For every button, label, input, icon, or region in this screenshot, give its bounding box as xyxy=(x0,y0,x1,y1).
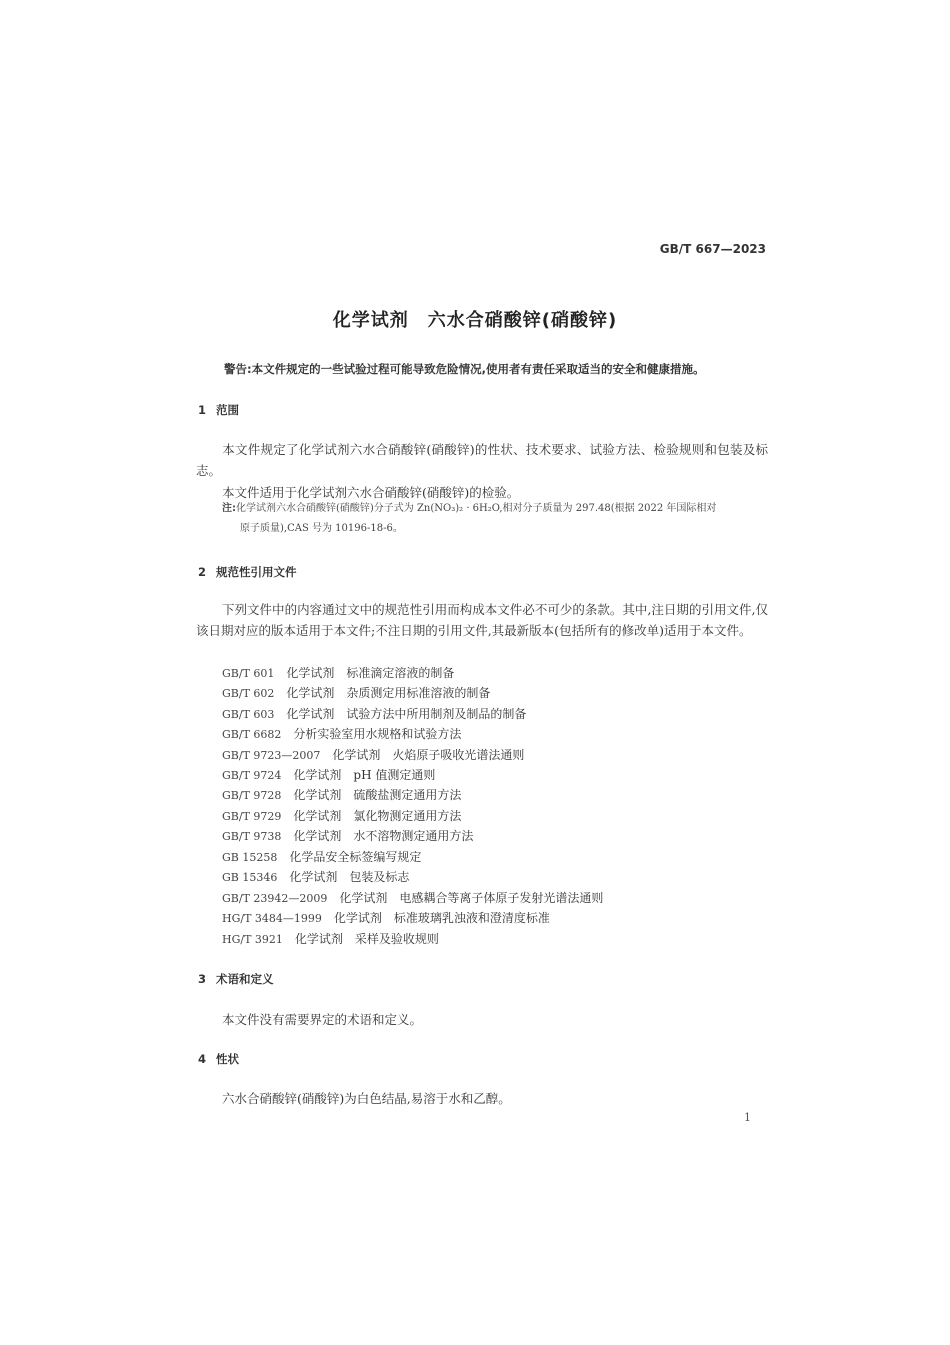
section-4-paragraph: 六水合硝酸锌(硝酸锌)为白色结晶,易溶于水和乙醇。 xyxy=(222,1091,511,1106)
reference-item xyxy=(222,684,490,701)
reference-code: GB/T 9723—2007 xyxy=(222,749,321,762)
reference-item xyxy=(222,746,524,763)
section-1-paragraph-1 xyxy=(196,439,768,481)
warning-text: 警告:本文件规定的一些试验过程可能导致危险情况,使用者有责任采取适当的安全和健康措施。 xyxy=(224,362,705,376)
reference-title: 化学试剂 氯化物测定通用方法 xyxy=(293,809,462,823)
standard-code: GB/T 667—2023 xyxy=(659,242,766,256)
reference-title: 化学试剂 采样及验收规则 xyxy=(294,932,439,946)
section-title: 范围 xyxy=(216,403,239,417)
section-number: 2 xyxy=(198,565,207,579)
section-number: 4 xyxy=(198,1052,207,1066)
reference-title: 化学试剂 火焰原子吸收光谱法通则 xyxy=(332,748,525,762)
reference-item xyxy=(222,807,461,824)
reference-item xyxy=(222,848,421,865)
reference-code: GB/T 23942—2009 xyxy=(222,892,328,905)
section-number: 3 xyxy=(198,972,207,986)
section-number: 1 xyxy=(198,403,207,417)
reference-title: 化学试剂 包装及标志 xyxy=(289,870,410,884)
reference-item xyxy=(222,664,454,681)
reference-title: 分析实验室用水规格和试验方法 xyxy=(293,727,462,741)
reference-title: 化学试剂 标准玻璃乳浊液和澄清度标准 xyxy=(333,911,550,925)
page-number: 1 xyxy=(744,1111,751,1124)
reference-item xyxy=(222,909,550,926)
document-title: 化学试剂 六水合硝酸锌(硝酸锌) xyxy=(332,310,618,331)
paragraph-text: 下列文件中的内容通过文中的规范性引用而构成本文件必不可少的条款。其中,注日期的引用文件,仅该日期对应的版本适用于本文件;不注日期的引用文件,其最新版本(包括所有的修改单)适用于本文件。 xyxy=(196,602,768,638)
section-2-intro xyxy=(196,599,768,641)
reference-title: 化学试剂 试验方法中所用制剂及制品的制备 xyxy=(286,707,527,721)
reference-item xyxy=(222,766,435,783)
reference-item xyxy=(222,705,526,722)
reference-code: GB 15346 xyxy=(222,871,278,884)
reference-title: 化学试剂 pH 值测定通则 xyxy=(293,768,436,782)
reference-item xyxy=(222,930,439,947)
section-2-heading xyxy=(198,564,297,580)
reference-title: 化学品安全标签编写规定 xyxy=(289,850,422,864)
reference-title: 化学试剂 杂质测定用标准溶液的制备 xyxy=(286,686,491,700)
reference-item xyxy=(222,725,461,742)
note-label: 注: xyxy=(222,503,236,514)
reference-code: HG/T 3921 xyxy=(222,933,283,946)
reference-title: 化学试剂 标准滴定溶液的制备 xyxy=(286,666,455,680)
reference-code: GB/T 9738 xyxy=(222,830,282,843)
note-line-2: 原子质量),CAS 号为 10196-18-6。 xyxy=(240,523,403,534)
reference-code: GB/T 6682 xyxy=(222,728,282,741)
reference-title: 化学试剂 水不溶物测定通用方法 xyxy=(293,829,474,843)
reference-code: GB/T 603 xyxy=(222,708,275,721)
reference-item xyxy=(222,868,409,885)
section-3-paragraph: 本文件没有需要界定的术语和定义。 xyxy=(222,1012,423,1027)
reference-title: 化学试剂 电感耦合等离子体原子发射光谱法通则 xyxy=(339,891,604,905)
section-title: 术语和定义 xyxy=(216,972,274,986)
reference-code: GB/T 9724 xyxy=(222,769,282,782)
note-line-1: 化学试剂六水合硝酸锌(硝酸锌)分子式为 Zn(NO₃)₂ · 6H₂O,相对分子质量为 297.48(根据 2022 年国际相对 xyxy=(236,503,717,514)
reference-code: GB/T 601 xyxy=(222,667,275,680)
reference-item xyxy=(222,786,461,803)
reference-code: GB 15258 xyxy=(222,851,278,864)
reference-code: GB/T 602 xyxy=(222,687,275,700)
reference-item xyxy=(222,889,603,906)
section-title: 性状 xyxy=(216,1052,239,1066)
reference-code: GB/T 9728 xyxy=(222,789,282,802)
reference-item xyxy=(222,827,473,844)
section-3-heading xyxy=(198,971,274,987)
reference-title: 化学试剂 硫酸盐测定通用方法 xyxy=(293,788,462,802)
section-1-heading xyxy=(198,402,239,418)
section-title: 规范性引用文件 xyxy=(216,565,297,579)
paragraph-text: 本文件规定了化学试剂六水合硝酸锌(硝酸锌)的性状、技术要求、试验方法、检验规则和包装及标志。 xyxy=(196,442,768,478)
section-4-heading xyxy=(198,1051,239,1067)
section-1-note xyxy=(222,499,768,539)
reference-code: GB/T 9729 xyxy=(222,810,282,823)
section-1-paragraph-2: 本文件适用于化学试剂六水合硝酸锌(硝酸锌)的检验。 xyxy=(222,485,520,500)
reference-code: HG/T 3484—1999 xyxy=(222,912,322,925)
